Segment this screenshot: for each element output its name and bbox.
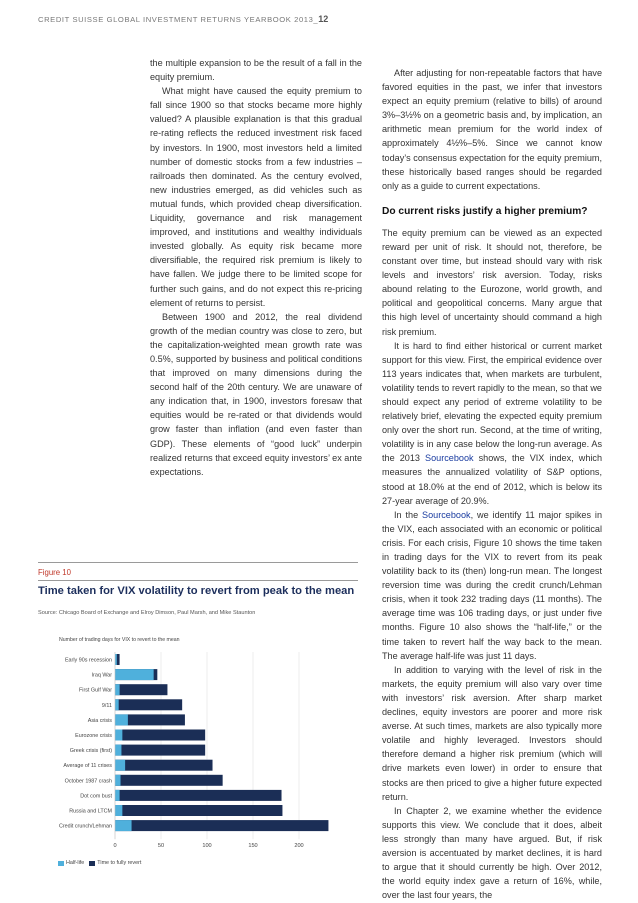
bar-half-life: [115, 684, 120, 695]
y-category-label: Iraq War: [91, 672, 112, 679]
bar-half-life: [115, 790, 120, 801]
right-column: [382, 66, 602, 902]
chart-axis-label: Number of trading days for VIX to revert to the mean: [59, 637, 180, 643]
bar-half-life: [115, 820, 132, 831]
bar-half-life: [115, 805, 122, 816]
sourcebook-link[interactable]: Sourcebook: [422, 509, 471, 520]
x-tick-label: 150: [248, 843, 258, 850]
figure-source: Source: Chicago Board of Exchange and Elroy Dimson, Paul Marsh, and Mike Staunton: [38, 610, 256, 616]
text-run: shows, the VIX index, which measures the annualized volatility of S&P options, stood at 18.0% at the end of 2012, which is below its 27-year average of 20.9%.: [382, 453, 603, 506]
header-title: CREDIT SUISSE GLOBAL INVESTMENT RETURNS YEARBOOK 2013_: [38, 15, 319, 24]
bar-half-life: [115, 760, 125, 771]
y-category-label: Dot com bust: [80, 793, 112, 800]
paragraph: [382, 339, 602, 508]
y-category-label: Eurozone crisis: [75, 733, 112, 739]
middle-column: [150, 56, 362, 479]
bar-full-revert: [115, 730, 205, 741]
legend-label-half-life: Half-life: [66, 860, 85, 866]
y-category-label: Greek crisis (first): [69, 748, 112, 755]
x-tick-label: 0: [113, 843, 117, 850]
bar-half-life: [115, 730, 122, 741]
paragraph: [382, 508, 602, 663]
paragraph: Between 1900 and 2012, the real dividend growth of the median country was close to zero, but the capitalization-weighted mean growth rate was 0.5%, supported by business and political conditions that improved on many dimensions during the second half of the 20th century. We are unaware of any indication that, in 1900, investors foresaw that equities would be re-rated or that dividends would grow faster than inflation (and even faster than GDP). These elements of “good luck” underpin realized returns that exceed equity investors’ ex ante expectations.: [150, 311, 362, 477]
bar-half-life: [115, 775, 121, 786]
bar-full-revert: [115, 745, 205, 756]
paragraph: After adjusting for non-repeatable factors that have favored equities in the past, we infer that investors expect an equity premium (relative to bills) of around 3%–3½% on a geometric basis and, by implication, an arithmetic mean premium for the world index of approximately 4½%–5%. Since we cannot know today’s consensus expectation for the equity premium, these historically based ranges should be regarded only as a guide to current expectations.: [382, 68, 602, 191]
paragraph: In Chapter 2, we examine whether the evidence supports this view. We conclude that it does, albeit less strongly than many have argued. But, if risk aversion is accentuated by market declines, it is hard to argue that it should currently be high. Over 2012, the world equity index gave a return of 16%, while, over the last four years, the: [382, 805, 602, 901]
legend-label-full-revert: Time to fully revert: [97, 860, 142, 866]
x-tick-label: 100: [202, 843, 212, 850]
bar-half-life: [115, 669, 154, 680]
x-tick-label: 200: [294, 843, 304, 850]
bar-full-revert: [115, 699, 182, 710]
bar-half-life: [115, 714, 128, 725]
paragraph: the multiple expansion to be the result of a fall in the equity premium.: [150, 58, 362, 83]
bar-half-life: [115, 699, 119, 710]
y-category-label: First Gulf War: [78, 687, 112, 694]
figure-top-rule: [38, 562, 358, 563]
bar-full-revert: [115, 820, 328, 831]
text-run: It is hard to find either historical or current market support for this view. First, the empirical evidence over 113 years indicates that, when markets are turbulent, volatility tends to revert rapidly to the mean, so that we should expect any period of extreme volatility to be relatively brief, elevating the expected equity premium only over the short run. Second, at the time of writing, volatility is in any case below the long-run average. As the 2013: [382, 340, 602, 464]
section-heading: Do current risks justify a higher premium?: [382, 205, 588, 217]
paragraph: In addition to varying with the level of risk in the markets, the equity premium will also vary over time with investors’ risk aversion. After sharp market declines, equity investors are poorer and more risk averse. At such times, markets are also typically more volatile and highly leveraged. Investors should therefore demand a higher risk premium (which will drive markets even lower) in order to ensure that stocks are then priced to give a higher future expected return.: [382, 664, 602, 802]
page-number: 12: [318, 14, 329, 24]
text-run: , we identify 11 major spikes in the VIX, each associated with an economic or political crisis. For each crisis, Figure 10 shows the time taken in trading days for the VIX to revert from its peak volatility back to its (then) long-run mean. The longest reversion time was during the credit crunch/Lehman crisis, when it took 232 trading days (11 months). The average time was 106 trading days, or just under five months. Figure 10 also shows the “half-life,” or the time taken to revert half the way back to the mean. The average half-life was just 11 days.: [382, 509, 603, 661]
y-category-label: Russia and LTCM: [69, 808, 112, 815]
bar-half-life: [115, 745, 121, 756]
legend-swatch-full-revert: [89, 861, 95, 866]
bar-full-revert: [115, 790, 282, 801]
chart-legend: [58, 860, 141, 866]
paragraph: What might have caused the equity premium to fall since 1900 so that stocks became more highly valued? A plausible explanation is that this gradual re-rating reflects the reduced investment risk faced by investors. In 1900, most investors held a limited number of domestic stocks from a few industries – railroads then dominated. As the century evolved, new industries emerged, as did vehicles such as mutual funds, which provided cheap diversification. Liquidity, governance and risk management improved, and institutions and wealthy individuals invested globally. As equity risk became more diversifiable, the required risk premium is likely to have fallen. We judge there to be limited scope for further such gains, and do not expect this re-pricing element of returns to persist.: [150, 86, 362, 308]
y-category-label: Asia crisis: [87, 717, 112, 724]
y-category-label: Average of 11 crises: [63, 763, 112, 770]
bar-full-revert: [115, 805, 282, 816]
figure-title: Time taken for VIX volatility to revert from peak to the mean: [38, 585, 355, 597]
running-header: [38, 14, 328, 24]
y-category-label: Early 90s recession: [64, 657, 112, 664]
paragraph: The equity premium can be viewed as an expected reward per unit of risk. It should not, therefore, be constant over time, but instead should vary with risk levels and investors’ risk aversion. Today, risks abound relating to the Eurozone, world growth, and political and geopolitical concerns. Many argue that this high level of uncertainty should command a high risk premium.: [382, 227, 602, 337]
x-tick-label: 50: [157, 843, 165, 850]
y-category-label: October 1987 crash: [64, 778, 112, 785]
text-run: In the: [394, 509, 423, 520]
y-category-label: Credit crunch/Lehman: [58, 823, 112, 830]
bar-full-revert: [115, 760, 213, 771]
sourcebook-link[interactable]: Sourcebook: [425, 453, 474, 464]
bar-full-revert: [115, 684, 167, 695]
vix-reversion-chart: [38, 648, 358, 873]
y-category-label: 9/11: [101, 702, 112, 709]
figure-label: Figure 10: [38, 568, 71, 577]
legend-swatch-half-life: [58, 861, 64, 866]
bar-full-revert: [115, 775, 223, 786]
figure-divider: [38, 580, 358, 581]
